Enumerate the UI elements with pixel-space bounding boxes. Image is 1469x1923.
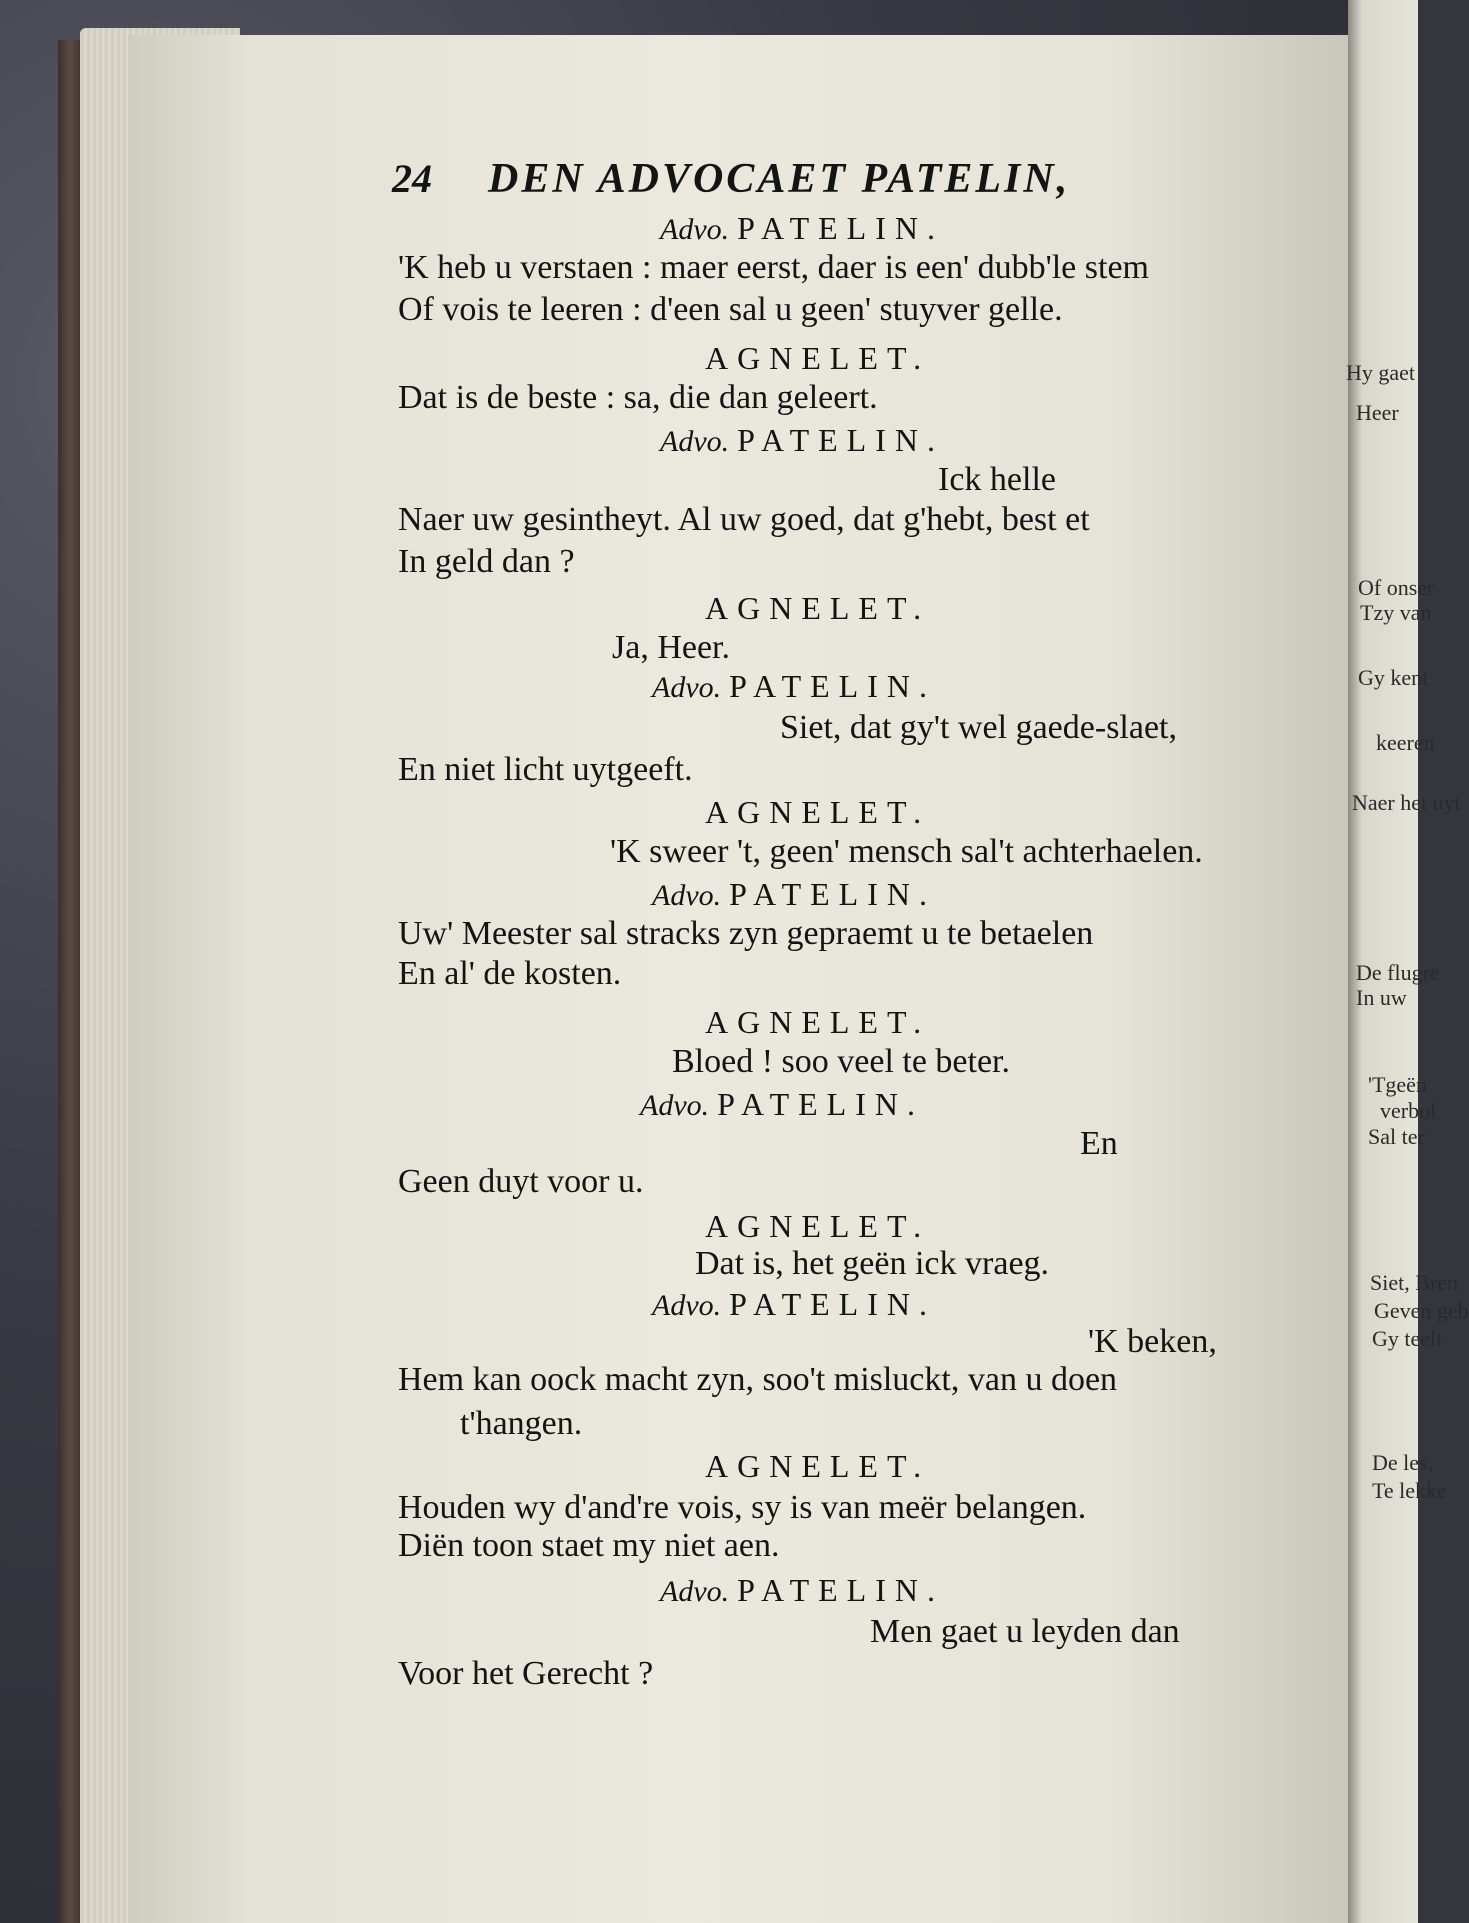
verse-line: Uw' Meester sal stracks zyn gepraemt u te betaelen [398, 915, 1094, 952]
facing-page-fragment: Hy gaet [1346, 360, 1416, 385]
speaker-heading [705, 1206, 930, 1246]
facing-page-fragment: 'Tgeën [1368, 1072, 1427, 1097]
speaker-abbreviation: Advo. [660, 425, 730, 458]
speaker-heading [705, 588, 930, 628]
verse-line: En al' de kosten. [398, 955, 622, 992]
speaker-name: AGNELET. [705, 1448, 931, 1484]
verse-line: Dat is de beste : sa, die dan geleert. [398, 379, 878, 416]
verse-line: Diën toon staet my niet aen. [398, 1527, 780, 1564]
speaker-heading [660, 420, 944, 462]
speaker-heading [640, 1084, 924, 1126]
facing-page-fragment: Te lekke [1372, 1478, 1447, 1503]
facing-page-fragment: keeren [1376, 730, 1435, 755]
speaker-name: PATELIN. [717, 1086, 924, 1122]
facing-page-fragment: Geven geb [1374, 1298, 1469, 1323]
facing-page-fragment: De flugre [1356, 960, 1440, 985]
facing-page-fragment: Tzy van [1360, 600, 1432, 625]
verse-line: t'hangen. [460, 1405, 583, 1442]
facing-page-fragment: Gy teelt [1372, 1326, 1443, 1351]
speaker-heading [660, 1570, 944, 1612]
facing-page-fragment: Sal ter [1368, 1124, 1425, 1149]
facing-page-fragment: Naer het uyt [1352, 790, 1461, 815]
verse-line: Geen duyt voor u. [398, 1163, 644, 1200]
running-head: DEN ADVOCAET PATELIN, [488, 156, 1071, 202]
facing-page-fragment: Gy kent [1358, 665, 1429, 690]
speaker-name: PATELIN. [737, 1572, 944, 1608]
verse-line: Houden wy d'and're vois, sy is van meër belangen. [398, 1489, 1087, 1526]
speaker-heading [705, 1002, 930, 1042]
facing-page-fragment: In uw [1356, 985, 1407, 1010]
facing-page-fragment: Siet, Bren [1370, 1270, 1458, 1295]
speaker-heading [705, 1446, 930, 1486]
page-number: 24 [392, 156, 432, 201]
facing-page-fragment: Of onser [1358, 575, 1435, 600]
speaker-name: PATELIN. [737, 210, 944, 246]
speaker-heading [652, 666, 936, 708]
speaker-heading [705, 792, 930, 832]
speaker-name: AGNELET. [705, 1004, 931, 1040]
verse-line: In geld dan ? [398, 543, 575, 580]
speaker-heading [652, 1284, 936, 1326]
speaker-abbreviation: Advo. [652, 671, 722, 704]
facing-page-fragment: verbol [1380, 1098, 1437, 1123]
verse-line: Ja, Heer. [612, 629, 731, 666]
verse-line: 'K sweer 't, geen' mensch sal't achterhaelen. [610, 833, 1203, 870]
verse-line: Men gaet u leyden dan [870, 1613, 1180, 1650]
speaker-heading [652, 874, 936, 916]
speaker-name: PATELIN. [729, 876, 936, 912]
speaker-name: AGNELET. [705, 590, 931, 626]
speaker-name: PATELIN. [737, 422, 944, 458]
verse-line: 'K heb u verstaen : maer eerst, daer is een' dubb'le stem [398, 249, 1149, 286]
speaker-name: PATELIN. [729, 1286, 936, 1322]
verse-line: Bloed ! soo veel te beter. [672, 1043, 1011, 1080]
speaker-abbreviation: Advo. [640, 1089, 710, 1122]
verse-line: Ick helle [938, 461, 1056, 498]
speaker-heading [705, 338, 930, 378]
speaker-name: AGNELET. [705, 1208, 931, 1244]
verse-line: Hem kan oock macht zyn, soo't misluckt, van u doen [398, 1361, 1118, 1398]
verse-line: Voor het Gerecht ? [398, 1655, 654, 1692]
facing-page-fragment: De les, [1372, 1450, 1434, 1475]
verse-line: Dat is, het geën ick vraeg. [695, 1245, 1050, 1282]
speaker-name: PATELIN. [729, 668, 936, 704]
verse-line: En niet licht uytgeeft. [398, 751, 693, 788]
speaker-abbreviation: Advo. [660, 213, 730, 246]
verse-line: 'K beken, [1088, 1323, 1217, 1360]
speaker-name: AGNELET. [705, 340, 931, 376]
speaker-abbreviation: Advo. [660, 1575, 730, 1608]
verse-line: Naer uw gesintheyt. Al uw goed, dat g'hebt, best et [398, 501, 1090, 538]
verse-line: Of vois te leeren : d'een sal u geen' stuyver gelle. [398, 291, 1063, 328]
facing-page-fragment: Heer [1356, 400, 1399, 425]
verse-line: Siet, dat gy't wel gaede-slaet, [780, 709, 1177, 746]
speaker-name: AGNELET. [705, 794, 931, 830]
speaker-abbreviation: Advo. [652, 1289, 722, 1322]
speaker-abbreviation: Advo. [652, 879, 722, 912]
speaker-heading [660, 208, 944, 250]
verse-line: En [1080, 1125, 1118, 1162]
